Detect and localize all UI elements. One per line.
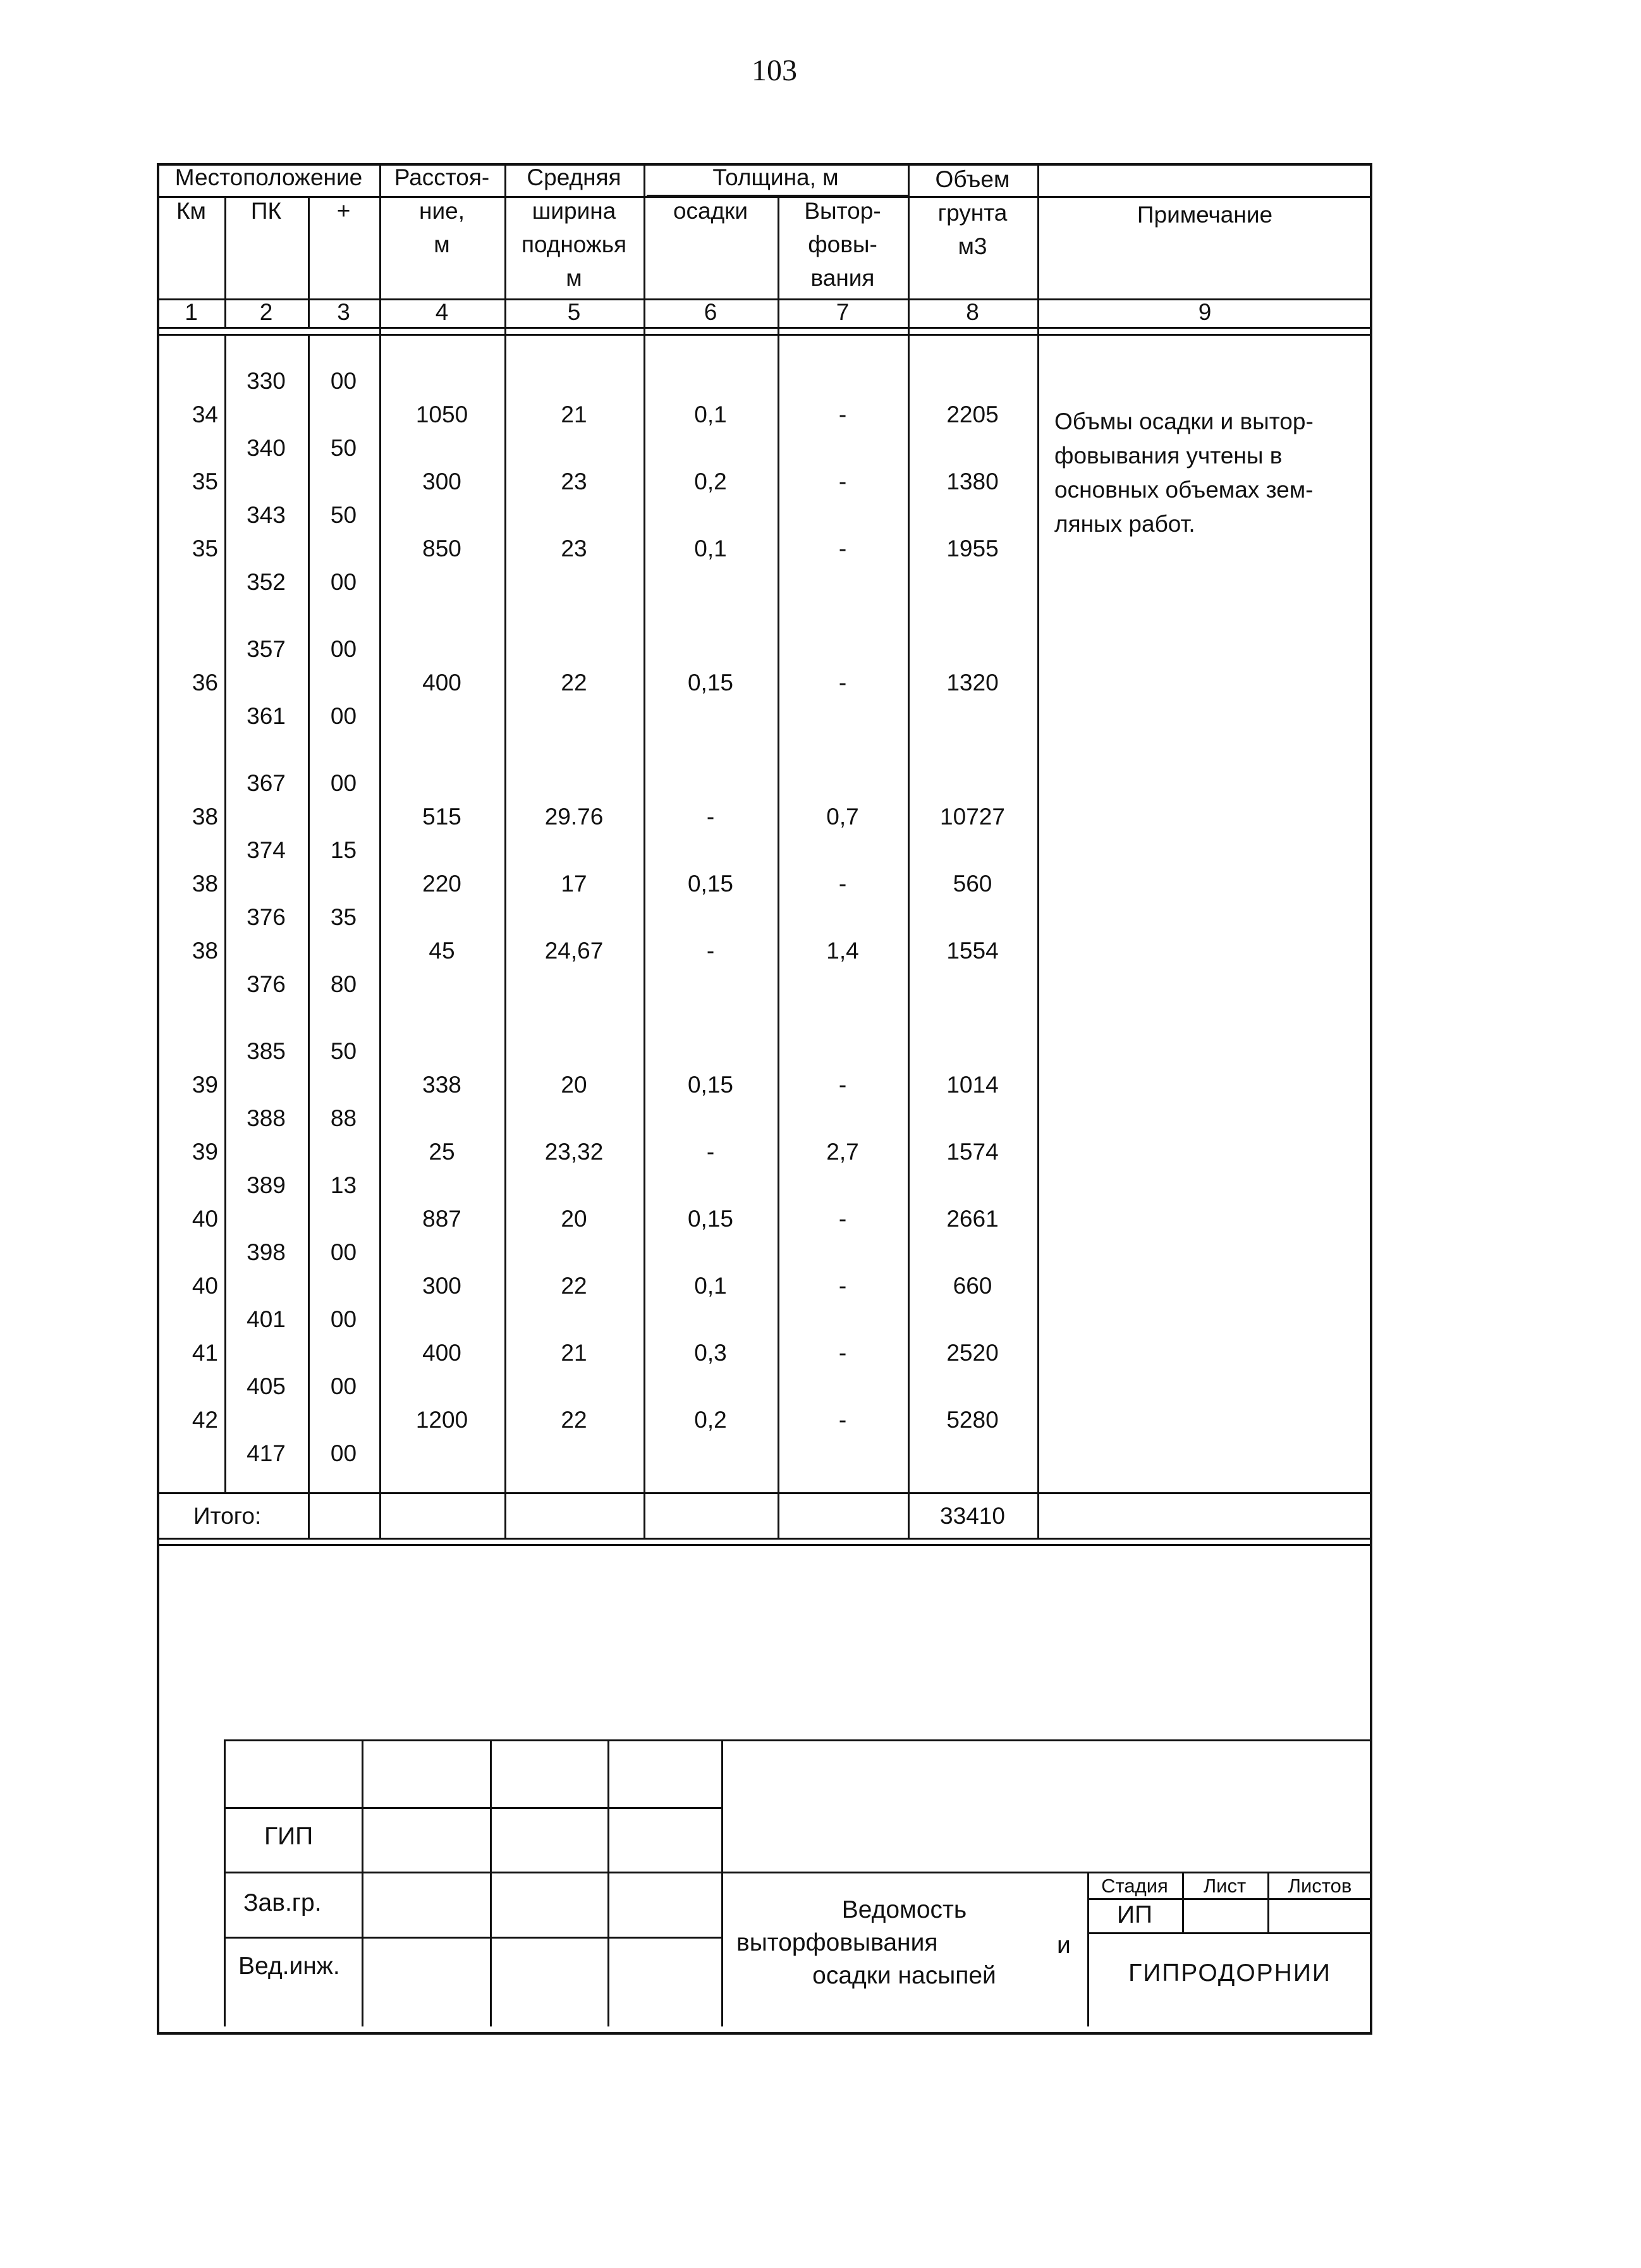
volume-cell: 660	[953, 1273, 992, 1299]
volume-cell: 1955	[946, 536, 999, 561]
distance-cell: 45	[429, 938, 455, 964]
header-location: Местоположение	[174, 164, 363, 190]
extrusion-cell: 1,4	[826, 938, 859, 964]
km-cell: 38	[192, 938, 218, 964]
picket-plus: 00	[330, 1373, 357, 1399]
picket-plus: 80	[330, 971, 357, 997]
header-width-4: м	[566, 265, 582, 291]
settlement-cell: 0,2	[694, 1407, 727, 1433]
extrusion-cell: 0,7	[826, 804, 859, 830]
width-cell: 29.76	[544, 804, 604, 830]
width-cell: 20	[561, 1072, 587, 1098]
picket-number: 376	[247, 904, 286, 930]
distance-cell: 400	[422, 670, 461, 696]
km-cell: 36	[192, 670, 218, 696]
remark-line: основных объемах зем-	[1054, 477, 1314, 503]
remark-line: Объмы осадки и вытор-	[1054, 408, 1314, 434]
picket-number: 340	[247, 435, 286, 461]
extrusion-cell: -	[838, 871, 847, 897]
picket-plus: 35	[330, 904, 357, 930]
header-volume-3: м3	[958, 233, 987, 259]
km-cell: 35	[192, 536, 218, 561]
header-pk: ПК	[250, 198, 282, 224]
organization-name: ГИПРОДОРНИИ	[1128, 1959, 1331, 1987]
col-number-1: 1	[185, 299, 198, 325]
role-gip: ГИП	[264, 1823, 314, 1850]
volume-cell: 2520	[946, 1340, 999, 1366]
picket-number: 385	[247, 1038, 286, 1064]
extrusion-cell: -	[838, 1072, 847, 1098]
settlement-cell: 0,15	[687, 1072, 733, 1098]
col-number-4: 4	[435, 299, 449, 325]
extrusion-cell: -	[838, 1273, 847, 1299]
remark-line: фовывания учтены в	[1054, 443, 1283, 469]
settlement-cell: 0,2	[694, 469, 727, 494]
picket-plus: 88	[330, 1105, 357, 1131]
picket-number: 343	[247, 502, 286, 528]
sheet-title-3: осадки насыпей	[812, 1962, 996, 1989]
sheet-label: Лист	[1203, 1875, 1247, 1897]
header-plus: +	[336, 198, 351, 224]
picket-number: 389	[247, 1172, 286, 1198]
sheet-title-and: и	[1057, 1932, 1071, 1959]
col-number-9: 9	[1198, 299, 1212, 325]
picket-number: 330	[247, 368, 286, 394]
picket-plus: 00	[330, 770, 357, 796]
volume-cell: 1380	[946, 469, 999, 494]
km-cell: 40	[192, 1206, 218, 1232]
stage-value: ИП	[1116, 1901, 1153, 1928]
picket-number: 417	[247, 1440, 286, 1466]
volume-cell: 1554	[946, 938, 999, 964]
picket-number: 357	[247, 636, 286, 662]
extrusion-cell: -	[838, 1407, 847, 1433]
picket-plus: 00	[330, 703, 357, 729]
km-cell: 40	[192, 1273, 218, 1299]
settlement-cell: 0,1	[694, 536, 727, 561]
role-group-head: Зав.гр.	[243, 1889, 322, 1916]
width-cell: 22	[561, 1407, 587, 1433]
km-cell: 39	[192, 1072, 218, 1098]
remark-line: ляных работ.	[1054, 511, 1195, 537]
header-extrusion-1: Вытор-	[804, 198, 881, 224]
picket-plus: 00	[330, 368, 357, 394]
picket-number: 376	[247, 971, 286, 997]
page-number: 103	[752, 54, 797, 87]
remark-text	[1054, 405, 1370, 541]
distance-cell: 400	[422, 1340, 461, 1366]
header-volume-1: Объем	[935, 166, 1010, 192]
header-width-2: ширина	[532, 198, 616, 224]
header-extrusion-2: фовы-	[808, 231, 877, 257]
picket-plus: 00	[330, 636, 357, 662]
picket-number: 361	[247, 703, 286, 729]
volume-cell: 1320	[946, 670, 999, 696]
picket-number: 374	[247, 837, 286, 863]
volume-cell: 5280	[946, 1407, 999, 1433]
picket-plus: 50	[330, 435, 357, 461]
distance-cell: 887	[422, 1206, 461, 1232]
total-label: Итого:	[193, 1503, 262, 1529]
picket-number: 405	[247, 1373, 286, 1399]
picket-number: 352	[247, 569, 286, 595]
distance-cell: 1050	[415, 401, 468, 427]
col-number-8: 8	[966, 299, 979, 325]
header-km: Км	[176, 198, 206, 224]
sheet-title-1: Ведомость	[841, 1896, 967, 1923]
picket-plus: 13	[330, 1172, 357, 1198]
picket-number: 398	[247, 1239, 286, 1265]
col-number-7: 7	[836, 299, 850, 325]
distance-cell: 25	[429, 1139, 455, 1165]
settlement-cell: -	[706, 804, 715, 830]
col-number-2: 2	[259, 299, 273, 325]
settlement-cell: -	[706, 1139, 715, 1165]
volume-cell: 1574	[946, 1139, 999, 1165]
picket-plus: 15	[330, 837, 357, 863]
extrusion-cell: -	[838, 469, 847, 494]
volume-cell: 2661	[946, 1206, 999, 1232]
distance-cell: 1200	[415, 1407, 468, 1433]
total-value: 33410	[940, 1503, 1005, 1529]
picket-number: 388	[247, 1105, 286, 1131]
width-cell: 21	[561, 401, 587, 427]
km-cell: 42	[192, 1407, 218, 1433]
settlement-cell: 0,15	[687, 670, 733, 696]
header-distance-3: м	[434, 231, 450, 257]
km-cell: 35	[192, 469, 218, 494]
width-cell: 24,67	[544, 938, 604, 964]
sheets-label: Листов	[1288, 1875, 1352, 1897]
settlement-cell: 0,3	[694, 1340, 727, 1366]
km-cell: 39	[192, 1139, 218, 1165]
col-number-6: 6	[704, 299, 717, 325]
width-cell: 20	[561, 1206, 587, 1232]
sheet-title-2: выторфовывания	[736, 1929, 938, 1956]
volume-cell: 560	[953, 871, 992, 897]
picket-plus: 00	[330, 1306, 357, 1332]
extrusion-cell: -	[838, 670, 847, 696]
distance-cell: 850	[422, 536, 461, 561]
distance-cell: 220	[422, 871, 461, 897]
extrusion-cell: -	[838, 536, 847, 561]
width-cell: 22	[561, 1273, 587, 1299]
header-extrusion-3: вания	[810, 265, 875, 291]
settlement-cell: 0,15	[687, 871, 733, 897]
width-cell: 17	[561, 871, 587, 897]
km-cell: 38	[192, 804, 218, 830]
header-width-3: подножья	[521, 231, 627, 257]
header-distance-1: Расстоя-	[394, 164, 490, 190]
volume-cell: 2205	[946, 401, 999, 427]
width-cell: 23,32	[544, 1139, 604, 1165]
header-note: Примечание	[1137, 202, 1273, 228]
distance-cell: 515	[422, 804, 461, 830]
col-number-3: 3	[337, 299, 350, 325]
picket-number: 367	[247, 770, 286, 796]
km-cell: 34	[192, 401, 218, 427]
picket-plus: 00	[330, 569, 357, 595]
picket-plus: 00	[330, 1440, 357, 1466]
km-cell: 38	[192, 871, 218, 897]
distance-cell: 300	[422, 1273, 461, 1299]
header-volume-2: грунта	[937, 200, 1008, 226]
width-cell: 22	[561, 670, 587, 696]
width-cell: 23	[561, 469, 587, 494]
extrusion-cell: 2,7	[826, 1139, 859, 1165]
stage-label: Стадия	[1101, 1875, 1168, 1897]
volume-cell: 1014	[946, 1072, 999, 1098]
width-cell: 21	[561, 1340, 587, 1366]
extrusion-cell: -	[838, 1206, 847, 1232]
header-width-1: Средняя	[527, 164, 621, 190]
volume-cell: 10727	[940, 804, 1005, 830]
width-cell: 23	[561, 536, 587, 561]
header-settlement: осадки	[673, 198, 748, 224]
km-cell: 41	[192, 1340, 218, 1366]
distance-cell: 300	[422, 469, 461, 494]
settlement-cell: 0,1	[694, 1273, 727, 1299]
settlement-cell: 0,15	[687, 1206, 733, 1232]
header-thickness: Толщина, м	[712, 164, 839, 190]
settlement-cell: 0,1	[694, 401, 727, 427]
picket-plus: 00	[330, 1239, 357, 1265]
header-distance-2: ние,	[419, 198, 465, 224]
distance-cell: 338	[422, 1072, 461, 1098]
role-lead-engineer: Вед.инж.	[238, 1952, 340, 1980]
picket-plus: 50	[330, 502, 357, 528]
picket-plus: 50	[330, 1038, 357, 1064]
extrusion-cell: -	[838, 401, 847, 427]
settlement-cell: -	[706, 938, 715, 964]
col-number-5: 5	[567, 299, 581, 325]
picket-number: 401	[247, 1306, 286, 1332]
extrusion-cell: -	[838, 1340, 847, 1366]
